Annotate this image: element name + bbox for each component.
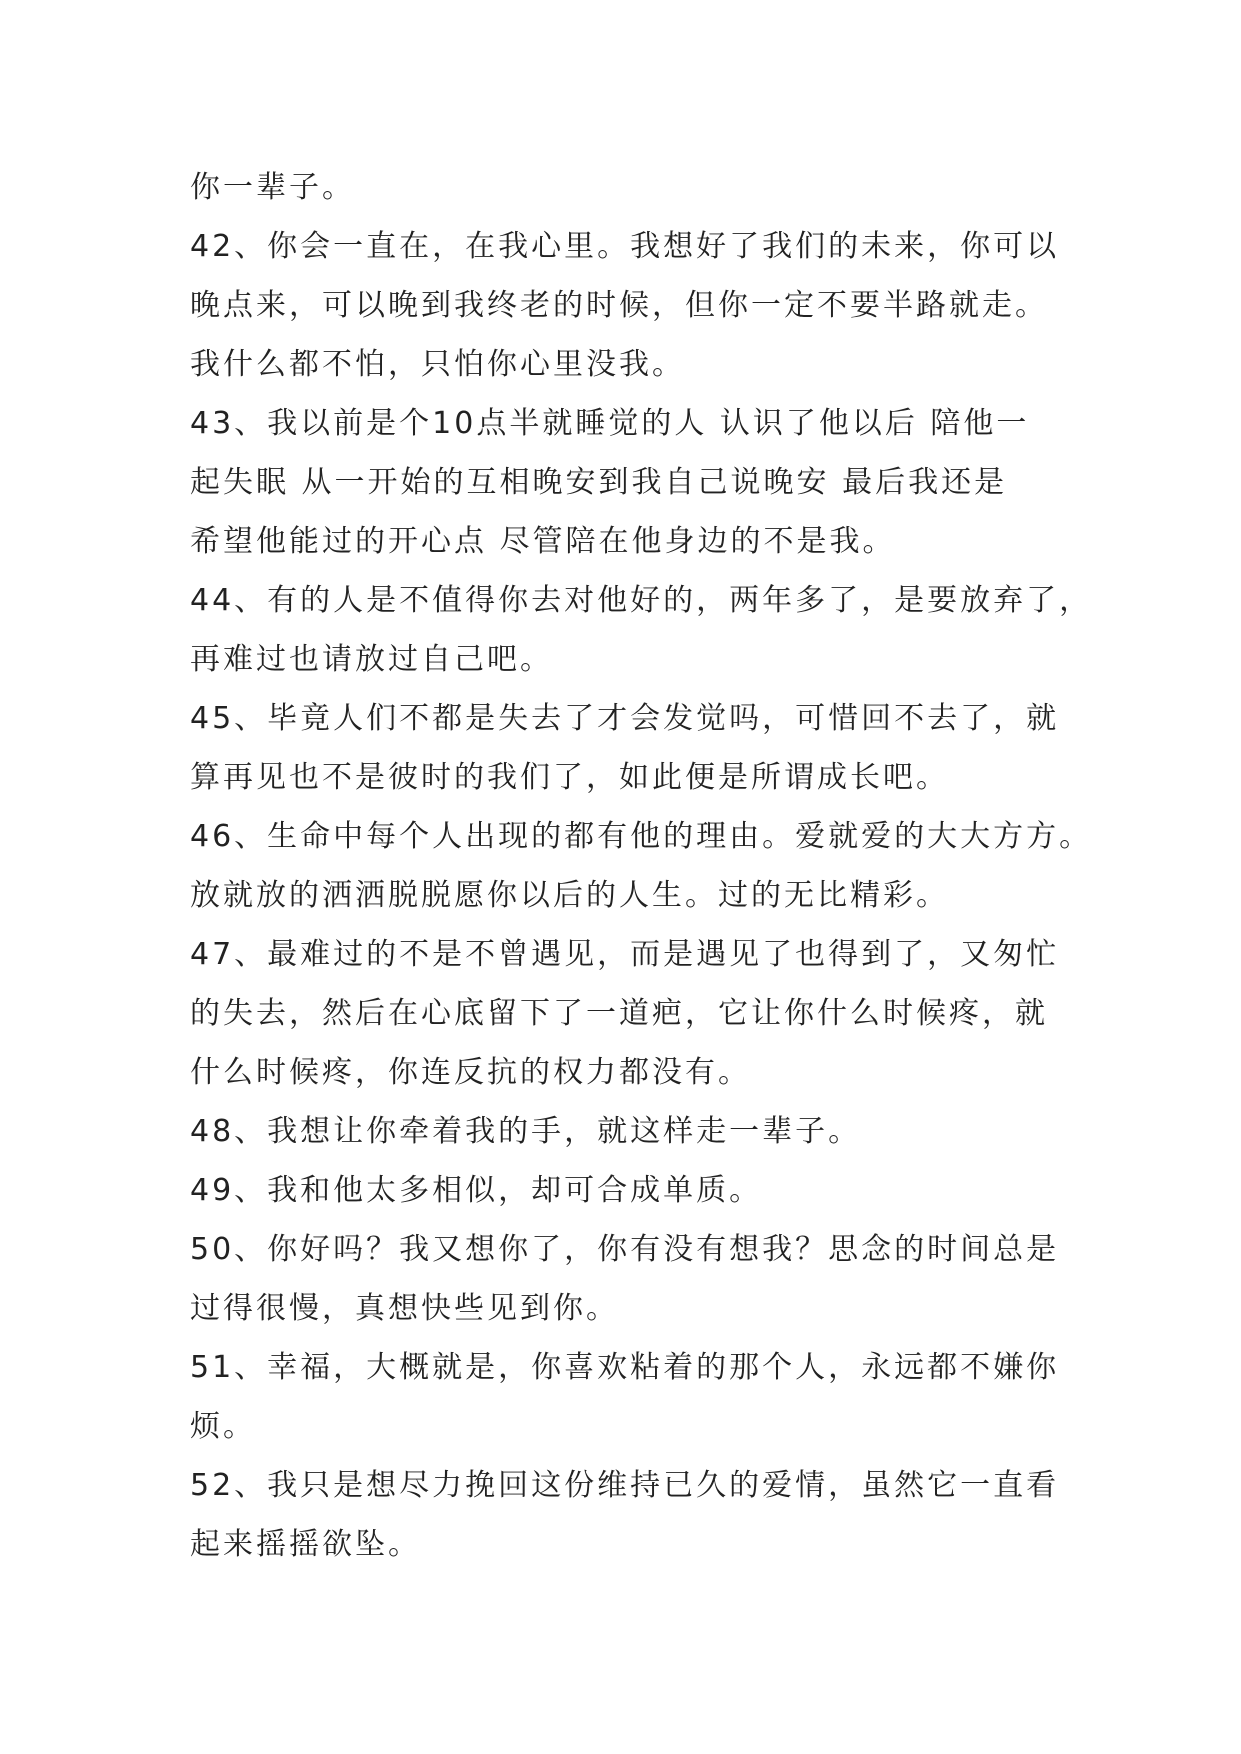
text-line: 放就放的洒洒脱脱愿你以后的人生。过的无比精彩。 [190,878,949,913]
text-line: 的失去，然后在心底留下了一道疤，它让你什么时候疼，就 [190,996,1048,1031]
text-line: 过得很慢，真想快些见到你。 [190,1291,619,1326]
text-line: 烦。 [190,1409,256,1444]
text-line: 52、我只是想尽力挽回这份维持已久的爱情，虽然它一直看 [190,1468,1060,1503]
text-line: 50、你好吗？我又想你了，你有没有想我？思念的时间总是 [190,1232,1060,1267]
text-line: 45、毕竟人们不都是失去了才会发觉吗，可惜回不去了，就 [190,701,1060,736]
text-line: 49、我和他太多相似，却可合成单质。 [190,1173,763,1208]
text-line: 再难过也请放过自己吧。 [190,642,553,677]
text-line: 起来摇摇欲坠。 [190,1527,421,1562]
text-line: 我什么都不怕，只怕你心里没我。 [190,347,685,382]
text-line: 46、生命中每个人出现的都有他的理由。爱就爱的大大方方。 [190,819,1093,854]
text-line: 起失眠 从一开始的互相晚安到我自己说晚安 最后我还是 [190,465,1008,500]
text-line: 你一辈子。 [190,170,355,205]
text-line: 48、我想让你牵着我的手，就这样走一辈子。 [190,1114,862,1149]
document-body [190,158,1093,1574]
text-line: 44、有的人是不值得你去对他好的，两年多了，是要放弃了， [190,583,1093,618]
text-line: 算再见也不是彼时的我们了，如此便是所谓成长吧。 [190,760,949,795]
text-line: 47、最难过的不是不曾遇见，而是遇见了也得到了，又匆忙 [190,937,1060,972]
text-line: 43、我以前是个10点半就睡觉的人 认识了他以后 陪他一 [190,406,1030,441]
text-line: 什么时候疼，你连反抗的权力都没有。 [190,1055,751,1090]
text-line: 希望他能过的开心点 尽管陪在他身边的不是我。 [190,524,896,559]
text-line: 42、你会一直在，在我心里。我想好了我们的未来，你可以 [190,229,1060,264]
text-line: 晚点来，可以晚到我终老的时候，但你一定不要半路就走。 [190,288,1048,323]
text-line: 51、幸福，大概就是，你喜欢粘着的那个人，永远都不嫌你 [190,1350,1060,1385]
